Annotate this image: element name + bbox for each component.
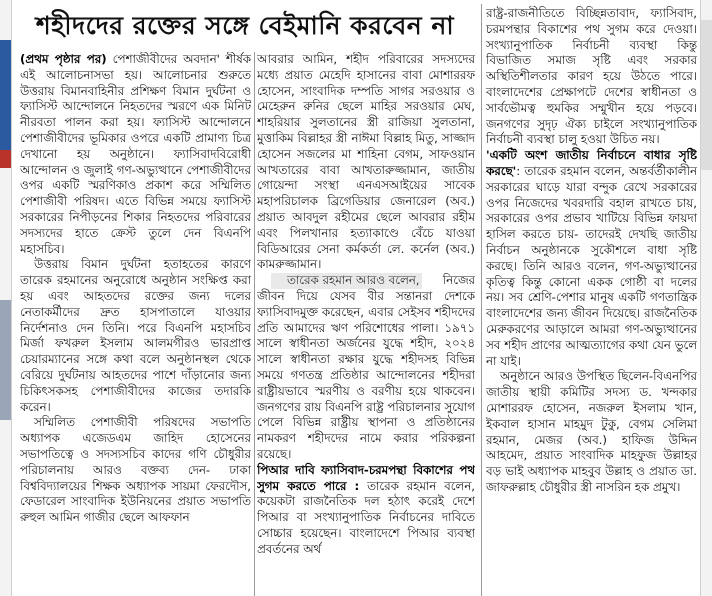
paragraph: [257, 273, 475, 463]
column-2: [257, 52, 475, 596]
paragraph-text: পেশাজীবীদের অবদান' শীর্ষক এই আলোচনাসভা হয়। আলোচনার শুরুতে উত্তরায় বিমানবাহিনীর প্রশিক্ষণ বিমান দুর্ঘটনা ও ফ্যাসিস্ট আন্দোলনে নিহতদের স্মরণে এক মিনিট নীরবতা পালন করা হয়। ফ্যাসিস্ট আন্দোলনে পেশাজীবীদের ভূমিকার ওপরে একটি প্রামাণ্য চিত্র দেখানো হয় অনুষ্ঠানে। ফ্যাসিবাদবিরোধী আন্দোলন ও জুলাই গণ-অভ্যুত্থানে পেশাজীবীদের ওপর একটি স্মরণিকাও প্রকাশ করে সম্মিলিত পেশাজীবী পরিষদ। এতে বিভিন্ন সময়ে ফ্যাসিস্ট সরকারের নিপীড়নের শিকার নিহতদের পরিবারের সদস্যদের হাতে ক্রেস্ট তুলে দেন বিএনপি মহাসচিব।: [20, 52, 251, 256]
strip-image-block: [701, 20, 712, 170]
paragraph: রাষ্ট্র-রাজনীতিতে বিচ্ছিন্নতাবাদ, ফ্যাসিবাদ, চরমপন্থার বিকাশের পথ সুগম করে দেওয়া। সংখ্যানুপাতিক নির্বাচনী ব্যবস্থা কিন্তু বিভাজিত সমাজ সৃষ্টি এবং সরকার অস্থিতিশীলতার কারণ হয়ে উঠতে পারে। বাংলাদেশের প্রেক্ষাপটে দেশের স্বাধীনতা ও সার্বভৌমত্ব হুমকির সম্মুখীন হয়ে পড়বে। জনগণের সুদৃঢ় ঐক্য চাইলে সংখ্যানুপাতিক নির্বাচনী ব্যবস্থা চালু হওয়া উচিত নয়।: [486, 6, 697, 147]
paragraph: [20, 52, 251, 257]
paragraph: অনুষ্ঠানে আরও উপস্থিত ছিলেন-বিএনপির জাতীয় স্থায়ী কমিটির সদস্য ড. খন্দকার মোশাররফ হোসেন, নজরুল ইসলাম খান, ইকবাল হাসান মাহমুদ টুকু, বেগম সেলিমা রহমান, মেজর (অব.) হাফিজ উদ্দিন আহমেদ, প্রয়াত সাংবাদিক মাহফুজ উল্লাহর বড় ভাই অধ্যাপক মাহবুব উল্লাহ ও প্রয়াত ডা. জাফরুল্লাহ চৌধুরীর স্ত্রী নাসরিন হক প্রমুখ।: [486, 369, 697, 494]
paragraph-text: নিজের জীবন দিয়ে যেসব বীর সন্তানরা দেশকে ফ্যাসিবাদমুক্ত করেছেন, এবার সেইসব শহীদদের প্রতি আমাদের ঋণ পরিশোধের পালা। ১৯৭১ সালে স্বাধীনতা অর্জনের যুদ্ধে শহীদ, ২০২৪ সালে স্বাধীনতা রক্ষার যুদ্ধে শহীদসহ বিভিন্ন সময়ে গণতন্ত্র প্রতিষ্ঠার আন্দোলনের শহীদরা রাষ্ট্রীয়ভাবে স্মরণীয় ও বরণীয় হয়ে থাকবেন। জনগণের রায় বিএনপি রাষ্ট্র পরিচালনার সুযোগ পেলে বিভিন্ন রাষ্ট্রীয় স্থাপনা ও প্রতিষ্ঠানের নামকরণ শহীদদের নামে করার পরিকল্পনা রয়েছে।: [257, 273, 475, 461]
paragraph-text: : তারেক রহমান বলেন, অন্তর্বর্তীকালীন সরকারের ঘাড়ে যারা বন্দুক রেখে সরকারের ওপর নিজেদের খবরদারি বহাল রাখতে চায়, সরকারের ওপর প্রভাব খাটিয়ে বিভিন্ন ফায়দা হাসিল করতে চায়- তাদেরই দেখছি জাতীয় নির্বাচন অনুষ্ঠানকে সুকৌশলে বাধা সৃষ্টি করছে। তিনি আরও বলেন, গণ-অভ্যুত্থানের কৃতিত্ব কিন্তু কোনো একক গোষ্ঠী বা দলের নয়। সব শ্রেণি-পেশার মানুষ একটি গণতান্ত্রিক বাংলাদেশের জন্য জীবন দিয়েছে। রাজনৈতিক মেরুকরণের আড়ালে আমরা গণ-অভ্যুত্থানের সব শহীদ প্রাণের আত্মত্যাগের কথা যেন ভুলে না যাই।: [486, 163, 697, 368]
strip-image-block: [0, 150, 11, 168]
strip-image-block: [0, 40, 11, 160]
highlighted-phrase: তারেক রহমান আরও বলেন,: [271, 273, 422, 289]
paragraph-text: তারেক রহমান বলেন, কয়েকটা রাজনৈতিক দল হঠাৎ করেই দেশে পিআর বা সংখ্যানুপাতিক নির্বাচনের দাবিতে সোচ্চার হয়েছেন। বাংলাদেশে পিআর ব্যবস্থা প্রবর্তনের অর্থ: [257, 478, 475, 556]
paragraph: উত্তরায় বিমান দুর্ঘটনা হতাহতের কারণে তারেক রহমানের অনুরোধে অনুষ্ঠান সংক্ষিপ্ত করা হয় এবং আহতদের রক্তের জন্য দলের নেতাকর্মীদের দ্রুত হাসপাতালে যাওয়ার নির্দেশনাও দেন তিনি। পরে বিএনপি মহাসচিব মির্জা ফখরুল ইসলাম আলমগীরও ভারপ্রাপ্ত চেয়ারম্যানের সঙ্গে কথা বলে অনুষ্ঠানস্থল থেকে বেরিয়ে দুর্ঘটনায় আহতদের পাশে দাঁড়ানোর জন্য চিকিৎসকসহ পেশাজীবীদের কাজের তদারকি করেন।: [20, 257, 251, 414]
headline: শহীদদের রক্তের সঙ্গে বেইমানি করবেন না: [35, 11, 455, 40]
left-neighbor-strip: [0, 0, 12, 596]
paragraph: সম্মিলিত পেশাজীবী পরিষদের সভাপতি অধ্যাপক এজেডএম জাহিদ হোসেনের সভাপতিত্বে ও সদস্যসচিব কাদের গণি চৌধুরীর পরিচালনায় আরও বক্তব্য দেন- ঢাকা বিশ্ববিদ্যালয়ের শিক্ষক অধ্যাপক সায়মা ফেরদৌস, ফেডারেল সাংবাদিক ইউনিয়নের প্রয়াত সভাপতি রুহুল আমিন গাজীর ছেলে আফফান: [20, 415, 251, 525]
paragraph: [486, 148, 697, 369]
column-3: [486, 6, 697, 596]
column-rule: [254, 52, 255, 596]
column-1: [20, 52, 251, 596]
lead-label: (প্রথম পৃষ্ঠার পর): [20, 52, 107, 66]
right-neighbor-strip: [700, 0, 712, 596]
strip-image-block: [0, 300, 11, 420]
paragraph: আবরার আমিন, শহীদ পরিবারের সদস্যদের মধ্যে প্রয়াত মেহেদি হাসানের বাবা মোশাররফ হোসেন, সাংবাদিক দম্পতি সাগর সরওয়ার ও মেহেরুন রুনির ছেলে মাহির সরওয়ার মেঘ, শাহরিয়ার সুলতানের স্ত্রী রাজিয়া সুলতানা, মুত্তাকিম বিল্লাহর স্ত্রী নাঈমা বিল্লাহ মিতু, সাজ্জাদ হোসেন সজলের মা শাহিনা বেগম, সাফওয়ান আখতারের বাবা আখতারুজ্জামান, জাতীয় গোয়েন্দা সংস্থা এনএসআইয়ের সাবেক মহাপরিচালক ব্রিগেডিয়ার জেনারেল (অব.) প্রয়াত আবদুল রহীমের ছেলে আবরার রহীম এবং পিলখানার হত্যাকাণ্ডে বেঁচে যাওয়া বিডিআরের সেনা কর্মকর্তা লে. কর্নেল (অব.) কামরুজ্জামান।: [257, 52, 475, 272]
article: [14, 0, 700, 596]
column-rule: [481, 4, 482, 596]
subheading: পিআর দাবি ফ্যাসিবাদ-চরমপন্থা বিকাশের পথ সুগম করতে পারে :: [257, 462, 475, 493]
subheading: 'একটি অংশ জাতীয় নির্বাচনে বাধার সৃষ্টি করছে': [486, 148, 697, 178]
paragraph: [257, 463, 475, 558]
